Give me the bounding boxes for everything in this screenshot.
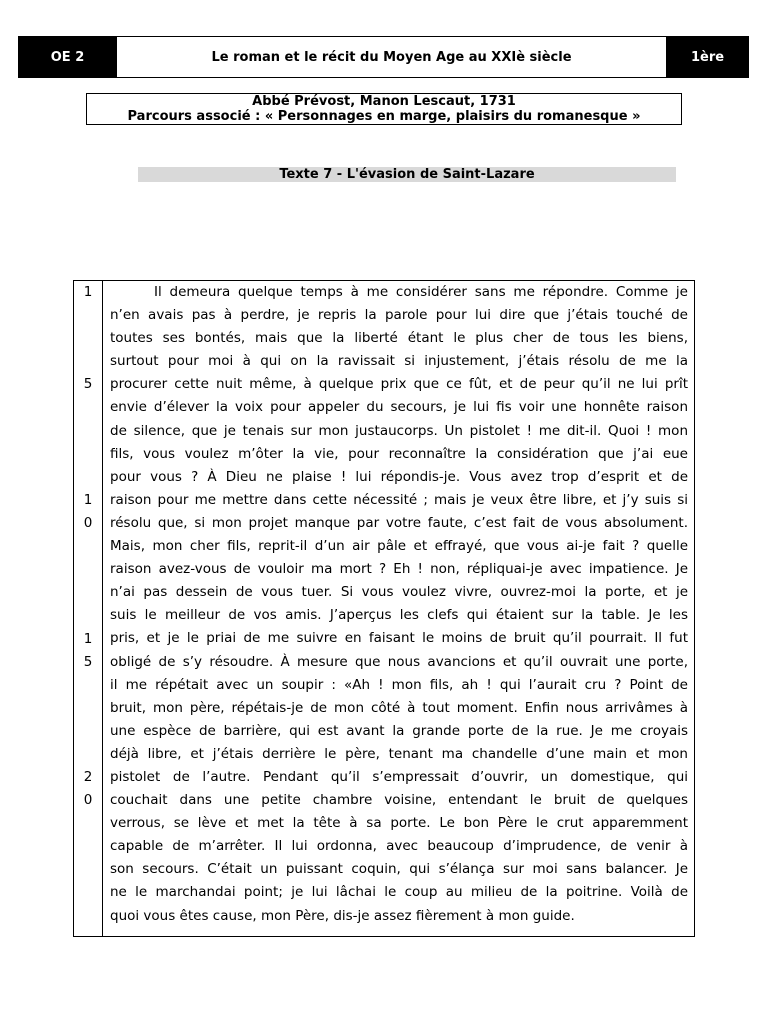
text-line: capable de m’arrêter. Il lui ordonna, avec beaucoup d’imprudence, de venir à (110, 838, 688, 855)
text-body (110, 281, 688, 928)
line-number: 1 (83, 630, 93, 647)
line-number: 0 (83, 792, 93, 809)
text-line: verrous, se lève et met la tête à sa porte. Le bon Père le crut apparemment (110, 815, 688, 832)
text-line: pris, et je le priai de me suivre en faisant le moins de bruit qu’il pourrait. Il fut (110, 630, 688, 647)
line-number: 2 (83, 769, 93, 786)
text-line: n’ai pas dessein de vous tuer. Si vous voulez vivre, ouvrez-moi la porte, et je (110, 584, 688, 601)
text-line: suis le meilleur de vos amis. J’aperçus les clefs qui étaient sur la table. Je les (110, 607, 688, 624)
text-line: Mais, mon cher fils, reprit-il d’un air pâle et effrayé, que vous ai-je fait ? quelle (110, 538, 688, 555)
text-line: une espèce de barrière, qui est avant la grande porte de la rue. Je me croyais (110, 722, 688, 739)
text-line: pistolet de l’autre. Pendant qu’il s’empressait d’ouvrir, un domestique, qui (110, 768, 688, 785)
text-line: pour vous ? À Dieu ne plaise ! lui répondis-je. Vous avez trop d’esprit et de (110, 468, 688, 485)
text-line: procurer cette nuit même, à quelque prix que ce fût, et de peur qu’il ne lui prît (110, 376, 688, 393)
line-number: 0 (83, 515, 93, 531)
line-number-column (74, 281, 103, 936)
work-reference: Abbé Prévost, Manon Lescaut, 1731 (252, 94, 516, 109)
text-line: envie d’élever la voix pour appeler du secours, je lui fis voir une honnête raison (110, 399, 688, 416)
line-number: 1 (83, 491, 93, 508)
text-line: n’en avais pas à perdre, je repris la parole pour lui dire que j’étais touché de (110, 307, 688, 324)
text-line: il me répétait avec un soupir : «Ah ! mon fils, ah ! qui l’aurait cru ? Point de (110, 676, 688, 693)
text-line: toutes ses bontés, mais que la liberté étant le plus cher de tous les biens, (110, 330, 688, 347)
text-line: fils, vous voulez m’ôter la vie, pour reconnaître la considération que j’ai eue (110, 445, 688, 462)
text-line: obligé de s’y résoudre. À mesure que nous avancions et qu’il ouvrait une porte, (110, 653, 688, 670)
text-line: bruit, mon père, répétais-je de mon côté à tout moment. Enfin nous arrivâmes à (110, 699, 688, 716)
text-line: ne le marchandai point; je lui lâchai le coup au milieu de la poitrine. Voilà de (110, 884, 688, 901)
header-course-code: OE 2 (50, 49, 85, 65)
course-header (18, 36, 749, 78)
text-line: quoi vous êtes cause, mon Père, dis-je assez fièrement à mon guide. (110, 907, 575, 924)
text-line: Il demeura quelque temps à me considérer sans me répondre. Comme je (154, 284, 688, 300)
text-line: couchait dans une petite chambre voisine, entendant le bruit de quelques (110, 792, 688, 809)
text-line: son secours. C’était un puissant coquin, qui s’élança sur moi sans balancer. Je (110, 861, 688, 878)
work-reference-box (86, 93, 682, 125)
text-title: Texte 7 - L'évasion de Saint-Lazare (138, 167, 676, 182)
line-number: 1 (83, 284, 93, 300)
text-table (73, 280, 695, 937)
text-line: surtout pour moi à qui on la ravissait si injustement, j’étais résolu de me la (110, 353, 688, 370)
text-line: raison avez-vous de vouloir ma mort ? Eh ! non, répliquai-je avec impatience. Je (110, 561, 688, 578)
line-number: 5 (83, 376, 93, 393)
text-line: résolu que, si mon projet manque par votre faute, c’est fait de vous absolument. (110, 514, 688, 531)
text-line: de silence, que je tenais sur mon justaucorps. Un pistolet ! me dit-il. Quoi ! mon (110, 422, 688, 439)
line-number: 5 (83, 653, 93, 670)
header-class-level: 1ère (690, 49, 725, 65)
associated-course: Parcours associé : « Personnages en marge, plaisirs du romanesque » (127, 109, 641, 124)
text-line: déjà libre, et j’étais derrière le père, tenant ma chandelle d’une main et mon (110, 745, 688, 762)
header-object-of-study: Le roman et le récit du Moyen Age au XXIè siècle (117, 37, 666, 77)
text-line: raison pour me mettre dans cette nécessité ; mais je veux être libre, et j’y suis si (110, 491, 688, 508)
